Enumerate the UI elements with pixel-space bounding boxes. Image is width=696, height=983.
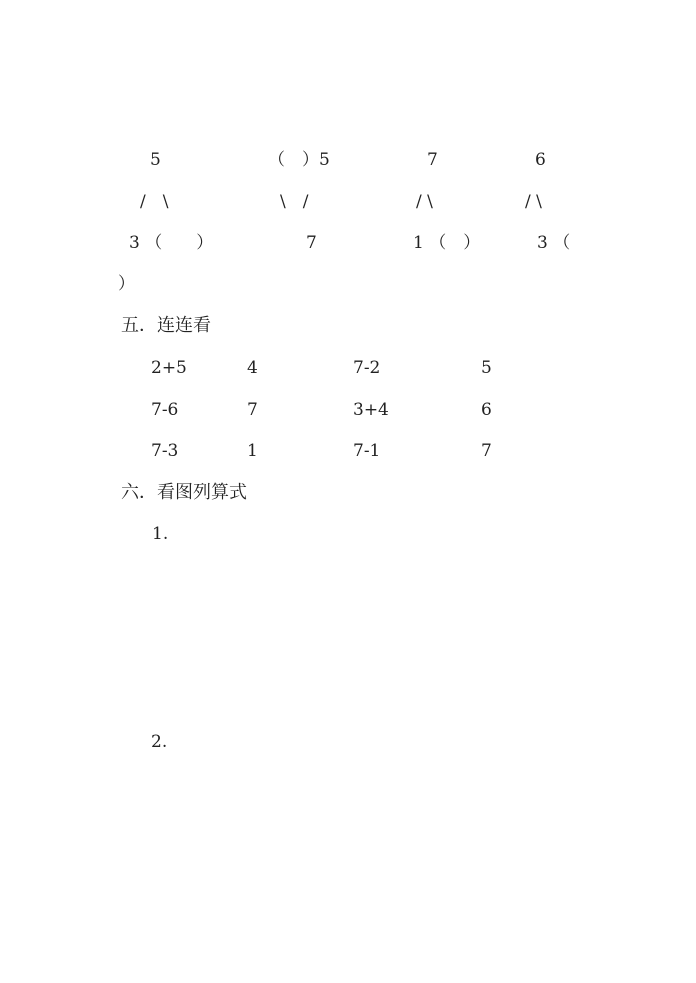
expr-cell: 2+5	[151, 358, 187, 378]
number-cell: 6	[481, 400, 492, 420]
expr-cell: 7-6	[151, 400, 179, 420]
number-cell: 7	[481, 441, 492, 461]
tree-4-branches: / \	[525, 192, 542, 212]
tree-4-top: 6	[535, 150, 546, 170]
expr-cell: 7-1	[353, 441, 381, 461]
section-6-title: 六．看图列算式	[121, 482, 247, 503]
tree-1-bottom: 3 （ ）	[129, 233, 214, 253]
section-5-title: 五．连连看	[121, 315, 211, 336]
expr-cell: 7-3	[151, 441, 179, 461]
tree-4-bottom: 3 （	[537, 233, 571, 253]
tree-2-top: （ ）5	[268, 150, 330, 170]
number-cell: 1	[247, 441, 258, 461]
problem-1-label: 1.	[152, 524, 169, 544]
tree-3-branches: / \	[416, 192, 433, 212]
problem-2-label: 2.	[151, 732, 168, 752]
tree-3-bottom: 1 （ ）	[413, 233, 481, 253]
tree-3-top: 7	[427, 150, 438, 170]
expr-cell: 3+4	[353, 400, 389, 420]
tree-1-branches: / \	[140, 192, 169, 212]
expr-cell: 7-2	[353, 358, 381, 378]
number-cell: 4	[247, 358, 258, 378]
tree-2-branches: \ /	[280, 192, 309, 212]
wrapped-paren: ）	[118, 274, 135, 294]
number-cell: 7	[247, 400, 258, 420]
tree-1-top: 5	[150, 150, 161, 170]
tree-2-bottom: 7	[306, 233, 317, 253]
number-cell: 5	[481, 358, 492, 378]
